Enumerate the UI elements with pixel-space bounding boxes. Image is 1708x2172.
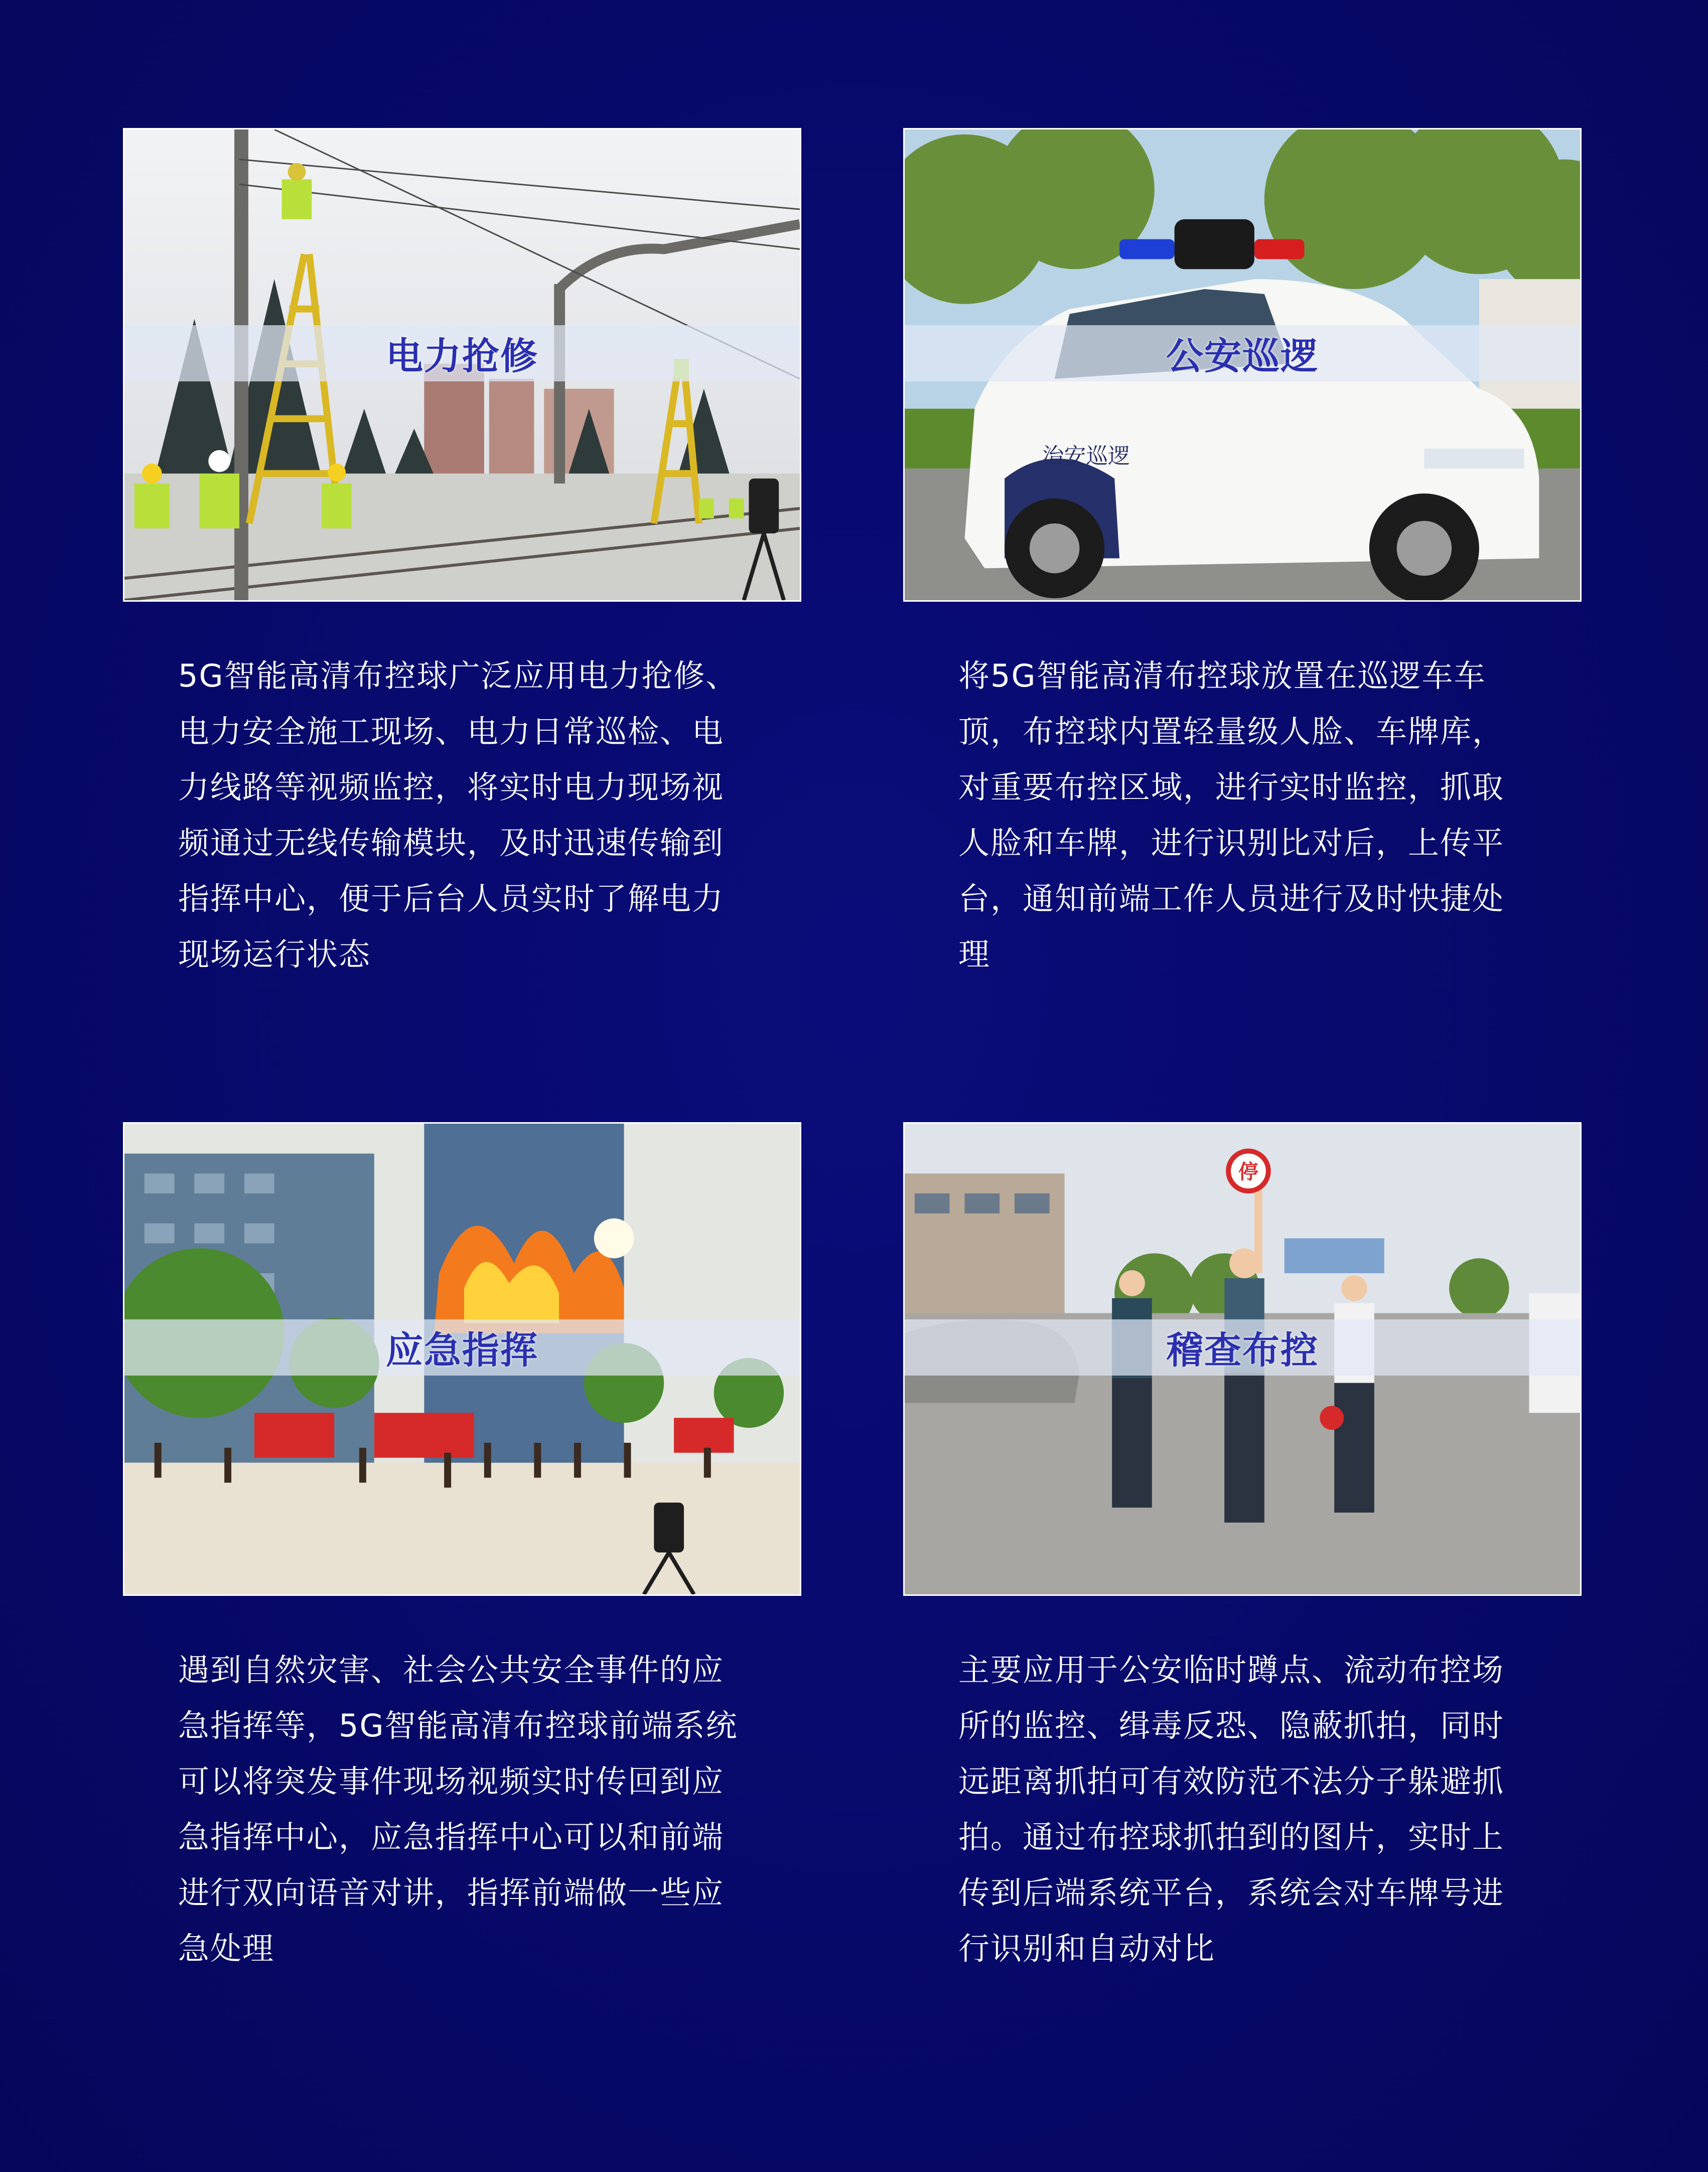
emergency-command-photo	[123, 1122, 801, 1596]
caption-band	[124, 325, 800, 381]
caption-band	[905, 1319, 1580, 1376]
card-description: 将5G智能高清布控球放置在巡逻车车顶，布控球内置轻量级人脸、车牌库，对重要布控区域，进行实时监控，抓取人脸和车牌，进行识别比对后，上传平台，通知前端工作人员进行及时快捷处理	[958, 657, 1505, 973]
caption-label: 公安巡逻	[1166, 335, 1319, 378]
caption-band	[124, 1319, 800, 1376]
inspection-control-photo	[903, 1122, 1582, 1596]
caption-label: 稽查布控	[1166, 1329, 1319, 1372]
card-police-patrol	[903, 128, 1582, 982]
card-description: 主要应用于公安临时蹲点、流动布控场所的监控、缉毒反恐、隐蔽抓拍，同时远距离抓拍可有效防范不法分子躲避抓拍。通过布控球抓拍到的图片，实时上传到后端系统平台，系统会对车牌号进行识别和自动对比	[958, 1652, 1505, 1967]
card-power-repair	[123, 128, 801, 982]
card-description: 5G智能高清布控球广泛应用电力抢修、电力安全施工现场、电力日常巡检、电力线路等视频监控，将实时电力现场视频通过无线传输模块，及时迅速传输到指挥中心，便于后台人员实时了解电力现场运行状态	[178, 657, 738, 973]
stop-sign-text: 停	[1238, 1160, 1258, 1184]
police-patrol-photo	[903, 128, 1582, 602]
card-inspection-control	[903, 1122, 1582, 1976]
power-repair-photo	[123, 128, 801, 602]
card-description: 遇到自然灾害、社会公共安全事件的应急指挥等，5G智能高清布控球前端系统可以将突发事件现场视频实时传回到应急指挥中心，应急指挥中心可以和前端进行双向语音对讲，指挥前端做一些应急处理	[178, 1652, 738, 1967]
caption-band	[905, 325, 1580, 381]
car-decal: 治安巡逻	[1042, 443, 1130, 469]
caption-label: 应急指挥	[386, 1329, 538, 1372]
caption-label: 电力抢修	[386, 335, 538, 378]
card-emergency-command	[123, 1122, 801, 1976]
